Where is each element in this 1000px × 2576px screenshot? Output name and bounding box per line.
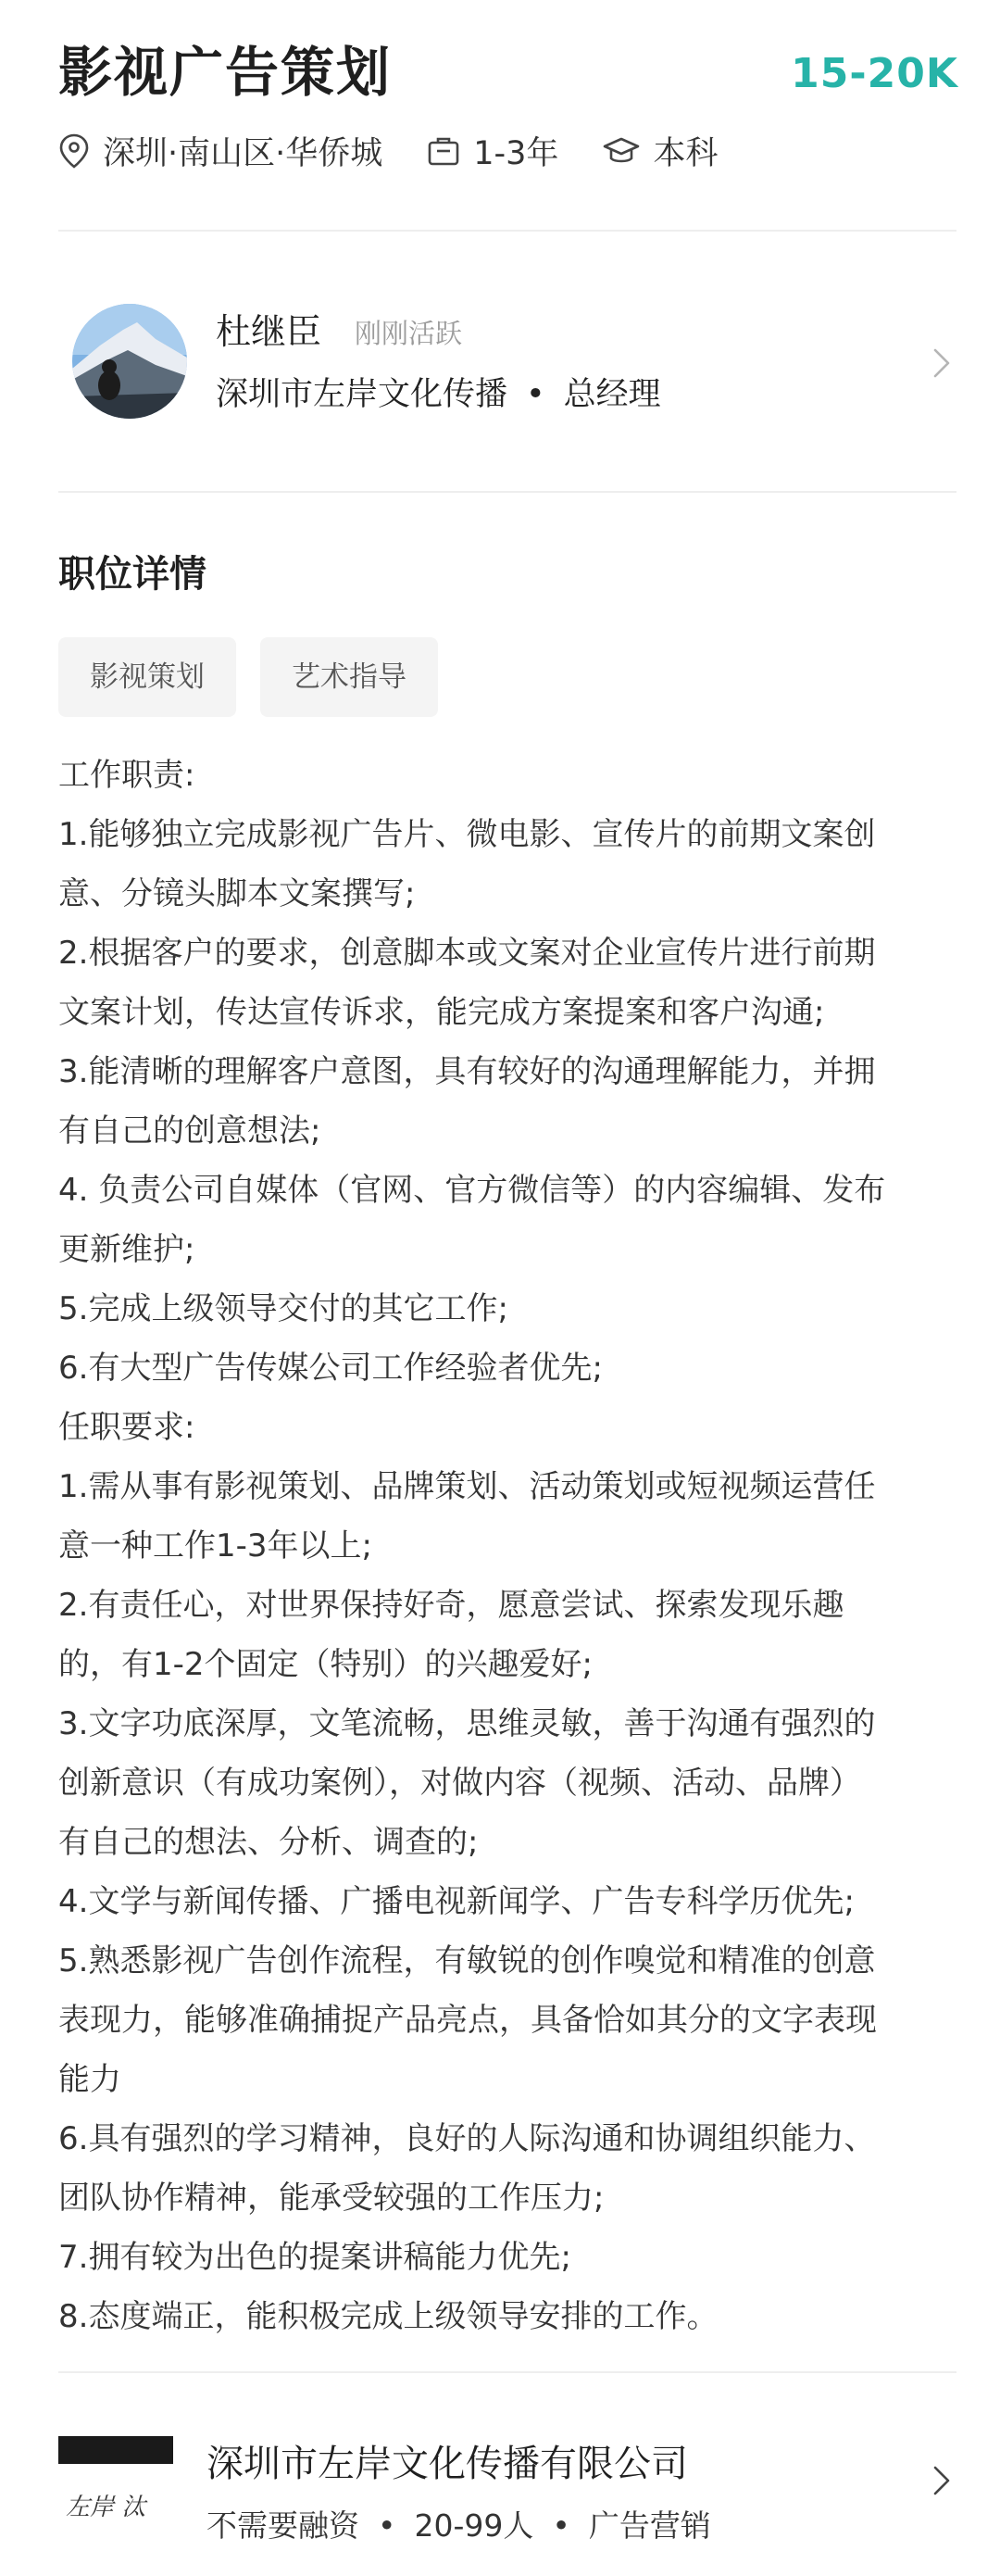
recruiter-company: 深圳市左岸文化传播 (216, 376, 508, 413)
description-line: 团队协作精神，能承受较强的工作压力; (58, 2180, 605, 2217)
description-line: 能力 (58, 2061, 121, 2098)
location (58, 128, 382, 174)
description-line: 3.能清晰的理解客户意图，具有较好的沟通理解能力，并拥 (58, 1053, 876, 1090)
divider (58, 230, 956, 232)
description-line: 6.有大型广告传媒公司工作经验者优先; (58, 1350, 603, 1387)
job-title: 影视广告策划 (58, 41, 393, 104)
company-name: 深圳市左岸文化传播有限公司 (206, 2443, 688, 2485)
skill-tags (58, 637, 462, 717)
description-line: 2.有责任心，对世界保持好奇，愿意尝试、探索发现乐趣 (58, 1587, 844, 1624)
description-line: 4. 负责公司自媒体（官网、官方微信等）的内容编辑、发布 (58, 1172, 886, 1209)
description-line: 1.需从事有影视策划、品牌策划、活动策划或短视频运营任 (58, 1468, 876, 1505)
description-line: 的，有1-2个固定（特别）的兴趣爱好; (58, 1646, 593, 1683)
description-line: 8.态度端正，能积极完成上级领导安排的工作。 (58, 2298, 719, 2335)
description-line: 4.文学与新闻传播、广播电视新闻学、广告专科学历优先; (58, 1883, 855, 1920)
graduation-cap-icon (603, 135, 640, 167)
experience-text: 1-3年 (473, 135, 559, 172)
separator-dot: • (552, 2507, 570, 2544)
location-text: 深圳·南山区·华侨城 (103, 135, 383, 172)
company-financing: 不需要融资 (206, 2507, 359, 2544)
logo-band (58, 2436, 173, 2464)
chevron-right-icon[interactable] (931, 2464, 952, 2497)
recruiter-position: 总经理 (563, 376, 661, 413)
job-description (58, 746, 956, 2346)
recruiter-name: 杜继臣 (216, 311, 322, 352)
description-line: 有自己的想法、分析、调查的; (58, 1824, 479, 1861)
divider (58, 491, 956, 493)
description-line: 6.具有强烈的学习精神，良好的人际沟通和协调组织能力、 (58, 2120, 876, 2157)
separator-dot: • (526, 376, 545, 413)
description-line: 1.能够独立完成影视广告片、微电影、宣传片的前期文案创 (58, 816, 876, 853)
education (603, 128, 718, 174)
company-logo (58, 2436, 173, 2538)
skill-tag[interactable]: 艺术指导 (260, 637, 438, 717)
description-line: 意一种工作1-3年以上; (58, 1527, 372, 1564)
description-line: 意、分镜头脚本文案撰写; (58, 875, 416, 912)
location-pin-icon (58, 133, 90, 169)
description-line: 5.熟悉影视广告创作流程，有敏锐的创作嗅觉和精准的创意 (58, 1942, 876, 1979)
skill-tag[interactable]: 影视策划 (58, 637, 236, 717)
recruiter-status: 刚刚活跃 (355, 318, 463, 349)
description-line: 5.完成上级领导交付的其它工作; (58, 1290, 508, 1327)
description-line: 2.根据客户的要求，创意脚本或文案对企业宣传片进行前期 (58, 935, 876, 972)
description-line: 创新意识（有成功案例），对做内容（视频、活动、品牌） (58, 1765, 861, 1802)
description-line: 文案计划，传达宣传诉求，能完成方案提案和客户沟通; (58, 994, 825, 1031)
chevron-right-icon[interactable] (931, 346, 952, 380)
salary: 15-20K (791, 50, 958, 97)
job-meta-row (58, 128, 762, 174)
company-meta (206, 2501, 711, 2551)
description-line: 工作职责: (58, 757, 195, 794)
description-line: 更新维护; (58, 1231, 195, 1268)
description-line: 表现力，能够准确捕捉产品亮点，具备恰如其分的文字表现 (58, 2002, 877, 2039)
separator-dot: • (378, 2507, 396, 2544)
description-line: 有自己的创意想法; (58, 1112, 321, 1150)
section-title-job-details: 职位详情 (58, 553, 206, 596)
recruiter-company-line (216, 369, 661, 421)
description-line: 3.文字功底深厚，文笔流畅，思维灵敏，善于沟通有强烈的 (58, 1705, 876, 1742)
company-card[interactable] (58, 2408, 956, 2557)
description-line: 7.拥有较为出色的提案讲稿能力优先; (58, 2239, 571, 2276)
avatar[interactable] (72, 304, 187, 419)
avatar-image (72, 304, 187, 419)
experience (427, 128, 558, 174)
company-industry: 广告营销 (588, 2507, 711, 2544)
briefcase-icon (427, 135, 460, 167)
description-line: 任职要求: (58, 1409, 195, 1446)
divider (58, 2371, 956, 2373)
education-text: 本科 (653, 135, 719, 172)
company-size: 20-99人 (414, 2507, 534, 2544)
recruiter-card[interactable] (58, 278, 956, 463)
logo-text: 左岸 汰 (66, 2494, 146, 2521)
